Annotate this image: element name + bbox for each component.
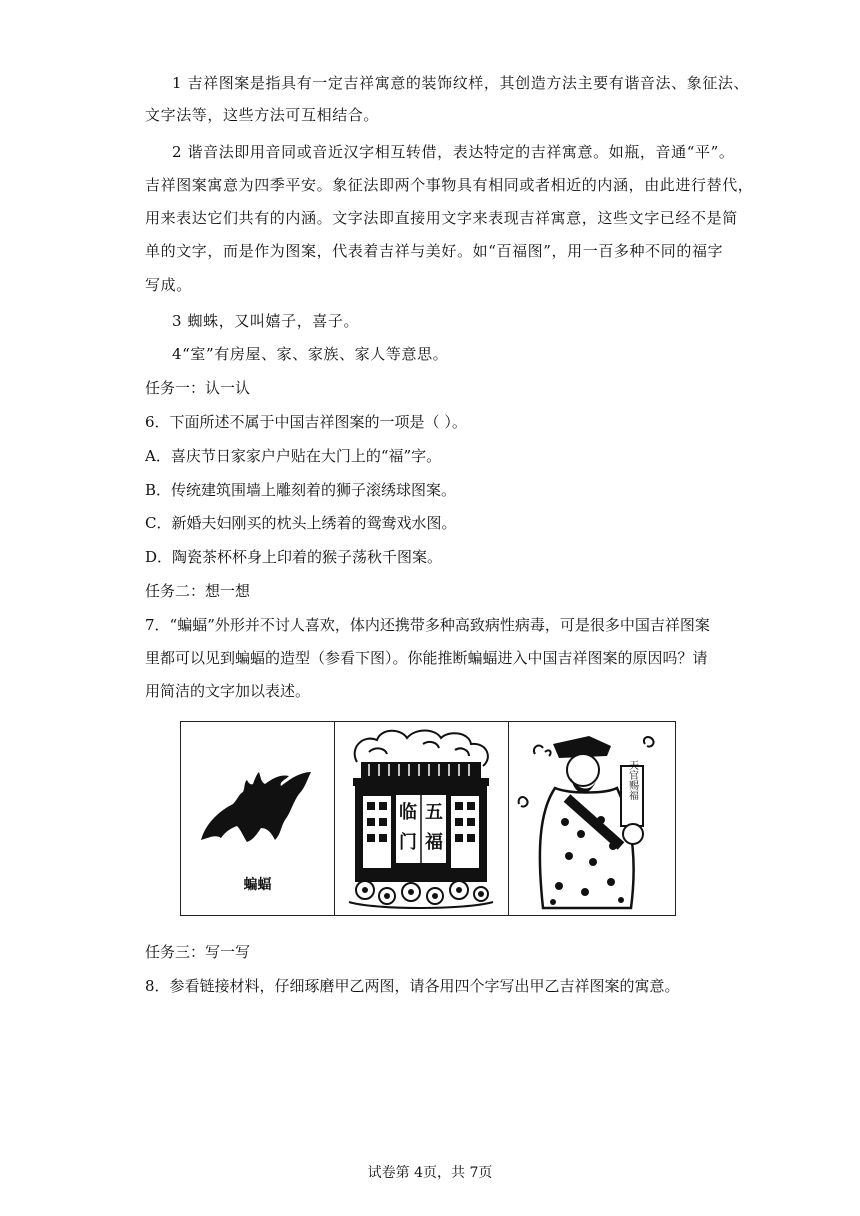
task2-heading: 任务二：想一想 [145,582,251,600]
gate-char-2: 五 [425,802,443,823]
gate-char-3: 门 [399,832,417,853]
note-2-line-5: 写成。 [145,276,192,294]
option-c: C．新婚夫妇刚买的枕头上绣着的鸳鸯戏水图。 [145,514,457,532]
bat-caption: 蝙蝠 [243,877,272,893]
scroll-text: 天官赐福 [626,760,638,800]
heavenly-official-panel [509,722,675,915]
task1-heading: 任务一：认一认 [145,379,251,397]
task3-heading: 任务三：写一写 [145,943,251,961]
note-1-line-1: 1 吉祥图案是指具有一定吉祥寓意的装饰纹样，其创造方法主要有谐音法、象征法、 [172,74,750,92]
official-figure-icon [509,722,673,914]
question-7-line-3: 用简洁的文字加以表述。 [145,682,311,700]
page-footer: 试卷第 4页，共 7页 [367,1165,493,1181]
note-3: 3 蜘蛛，又叫嬉子，喜子。 [172,312,360,330]
note-2-line-3: 用来表达它们共有的内涵。文字法即直接用文字来表现吉祥寓意，这些文字已经不是简 [145,209,738,227]
note-1-line-2: 文字法等，这些方法可互相结合。 [145,106,380,124]
note-2-line-4: 单的文字，而是作为图案，代表着吉祥与美好。如“百福图”，用一百多种不同的福字 [145,242,724,260]
question-7-line-2: 里都可以见到蝙蝠的造型（参看下图）。你能推断蝙蝠进入中国吉祥图案的原因吗？请 [145,649,708,667]
option-d: D．陶瓷茶杯杯身上印着的猴子荡秋千图案。 [145,548,443,566]
gate-char-1: 临 [399,802,417,823]
five-blessings-gate-panel [335,722,509,915]
bat-icon [181,722,333,872]
note-4: 4“室”有房屋、家、家族、家人等意思。 [172,345,449,363]
option-b: B．传统建筑围墙上雕刻着的狮子滚绣球图案。 [145,481,457,499]
question-8: 8．参看链接材料，仔细琢磨甲乙两图，请各用四个字写出甲乙吉祥图案的寓意。 [145,977,680,995]
note-2-line-2: 吉祥图案寓意为四季平安。象征法即两个事物具有相同或者相近的内涵，由此进行替代， [145,176,754,194]
question-6: 6．下面所述不属于中国吉祥图案的一项是（ ）。 [145,413,467,431]
option-a: A．喜庆节日家家户户贴在大门上的“福”字。 [145,447,442,465]
note-2-line-1: 2 谐音法即用音同或音近汉字相互转借，表达特定的吉祥寓意。如瓶，音通“平”。 [172,143,735,161]
bat-panel [181,722,335,915]
bat-pattern-figure [180,721,676,916]
gate-char-4: 福 [425,832,443,853]
gate-icon [335,722,507,914]
question-7-line-1: 7．“蝙蝠”外形并不讨人喜欢，体内还携带多种高致病性病毒，可是很多中国吉祥图案 [145,616,710,634]
